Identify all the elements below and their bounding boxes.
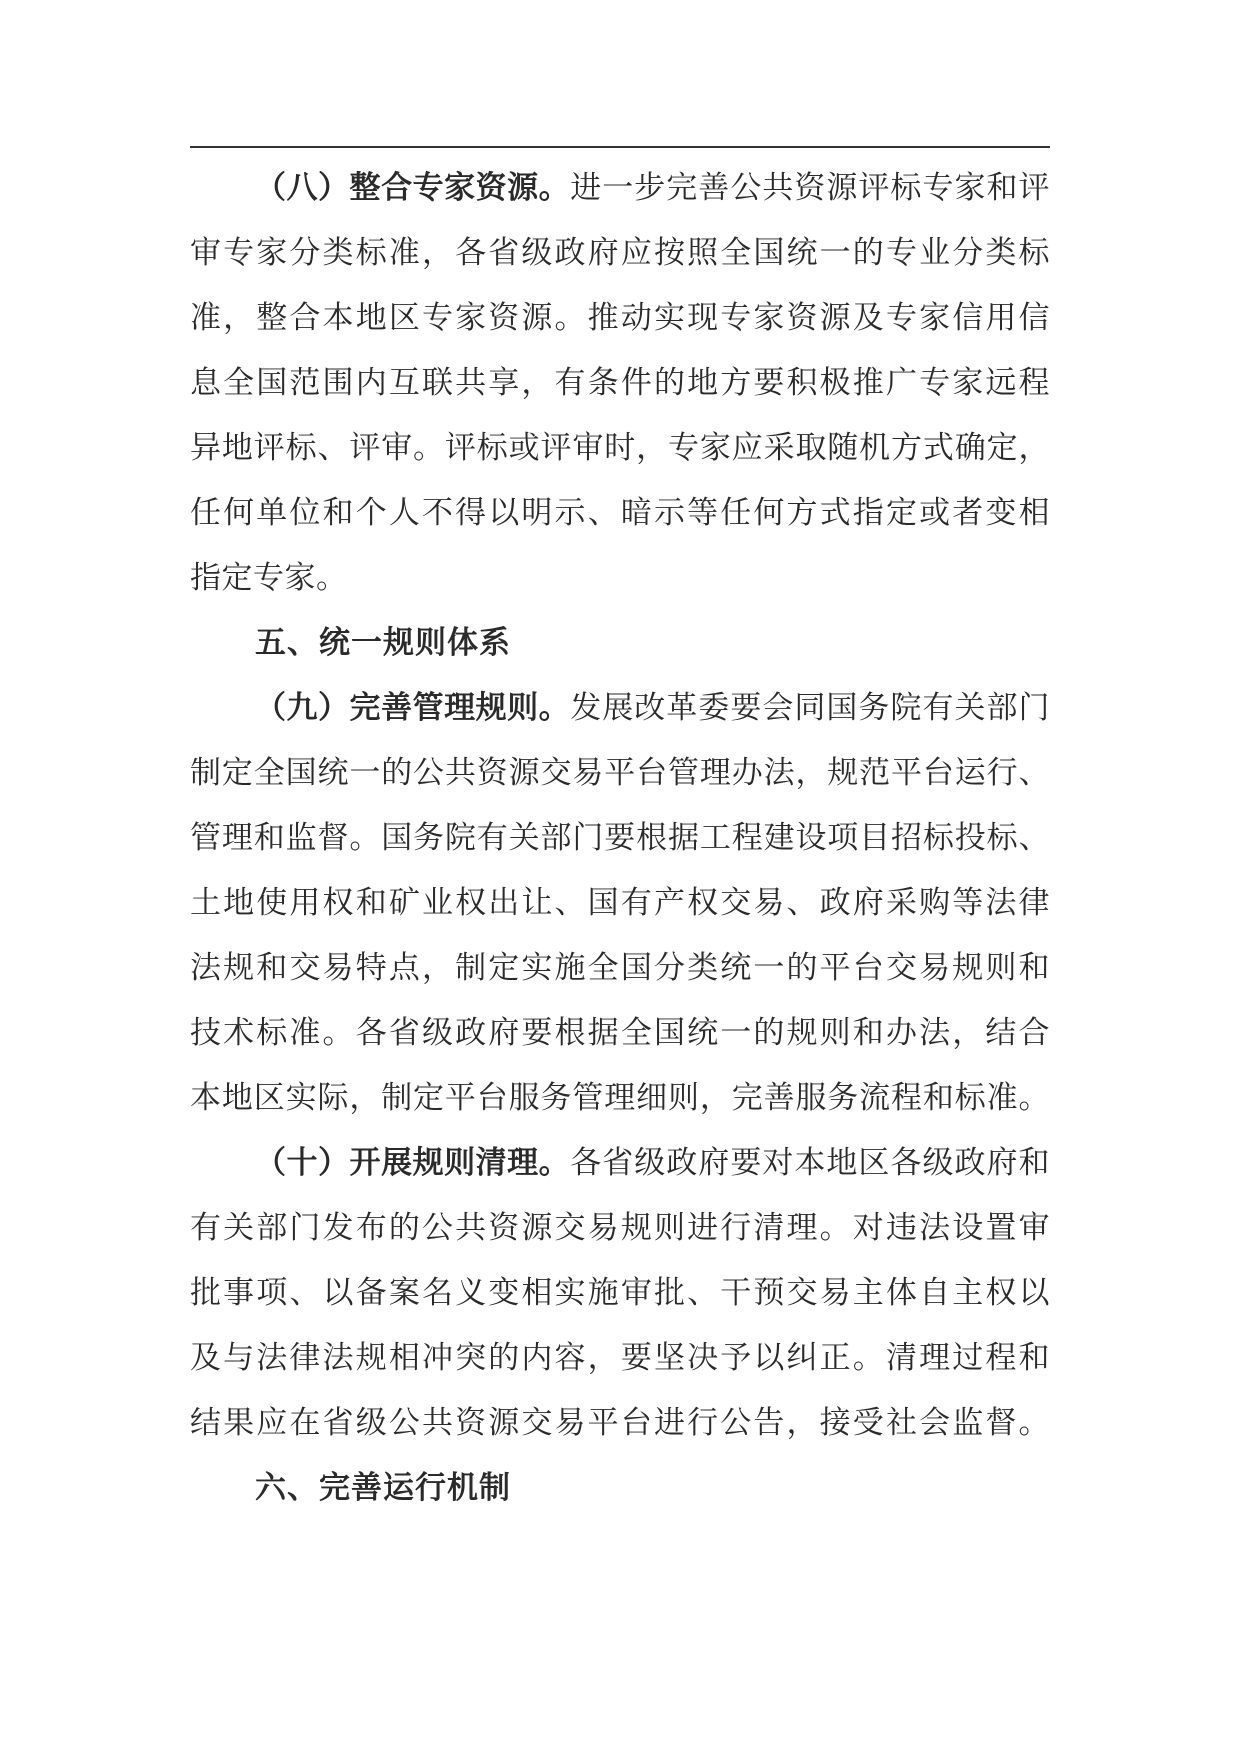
paragraph-9-line-2: 制定全国统一的公共资源交易平台管理办法，规范平台运行、 xyxy=(190,755,1050,791)
paragraph-10-line-2: 有关部门发布的公共资源交易规则进行清理。对违法设置审 xyxy=(190,1210,1050,1246)
paragraph-8-line-1 xyxy=(255,168,1050,208)
paragraph-9-lead: （九）完善管理规则。 xyxy=(255,690,571,726)
paragraph-8-lead: （八）整合专家资源。 xyxy=(255,170,571,206)
paragraph-10-line-4: 及与法律法规相冲突的内容，要坚决予以纠正。清理过程和 xyxy=(190,1340,1050,1376)
section-heading-6: 六、完善运行机制 xyxy=(255,1470,511,1506)
paragraph-9-line-6: 技术标准。各省级政府要根据全国统一的规则和办法，结合 xyxy=(190,1015,1050,1051)
paragraph-8-text: 进一步完善公共资源评标专家和评 xyxy=(570,170,1051,206)
paragraph-8-line-7: 指定专家。 xyxy=(190,560,348,596)
paragraph-9-line-5: 法规和交易特点，制定实施全国分类统一的平台交易规则和 xyxy=(190,950,1050,986)
paragraph-9-line-1 xyxy=(255,688,1050,728)
paragraph-8-line-5: 异地评标、评审。评标或评审时，专家应采取随机方式确定， xyxy=(190,430,1050,466)
paragraph-10-text: 各省级政府要对本地区各级政府和 xyxy=(570,1145,1051,1181)
paragraph-8-line-2: 审专家分类标准，各省级政府应按照全国统一的专业分类标 xyxy=(190,235,1050,271)
paragraph-10-line-5: 结果应在省级公共资源交易平台进行公告，接受社会监督。 xyxy=(190,1405,1050,1441)
paragraph-8-line-6: 任何单位和个人不得以明示、暗示等任何方式指定或者变相 xyxy=(190,495,1050,531)
paragraph-9-line-4: 土地使用权和矿业权出让、国有产权交易、政府采购等法律 xyxy=(190,885,1050,921)
paragraph-8-line-3: 准，整合本地区专家资源。推动实现专家资源及专家信用信 xyxy=(190,300,1050,336)
paragraph-8-line-4: 息全国范围内互联共享，有条件的地方要积极推广专家远程 xyxy=(190,365,1050,401)
paragraph-9-line-7: 本地区实际，制定平台服务管理细则，完善服务流程和标准。 xyxy=(190,1080,1050,1116)
header-rule xyxy=(190,146,1050,148)
paragraph-10-lead: （十）开展规则清理。 xyxy=(255,1145,571,1181)
paragraph-9-line-3: 管理和监督。国务院有关部门要根据工程建设项目招标投标、 xyxy=(190,820,1050,856)
paragraph-10-line-3: 批事项、以备案名义变相实施审批、干预交易主体自主权以 xyxy=(190,1275,1050,1311)
paragraph-9-text: 发展改革委要会同国务院有关部门 xyxy=(570,690,1051,726)
section-heading-5: 五、统一规则体系 xyxy=(255,625,511,661)
paragraph-10-line-1 xyxy=(255,1143,1050,1183)
